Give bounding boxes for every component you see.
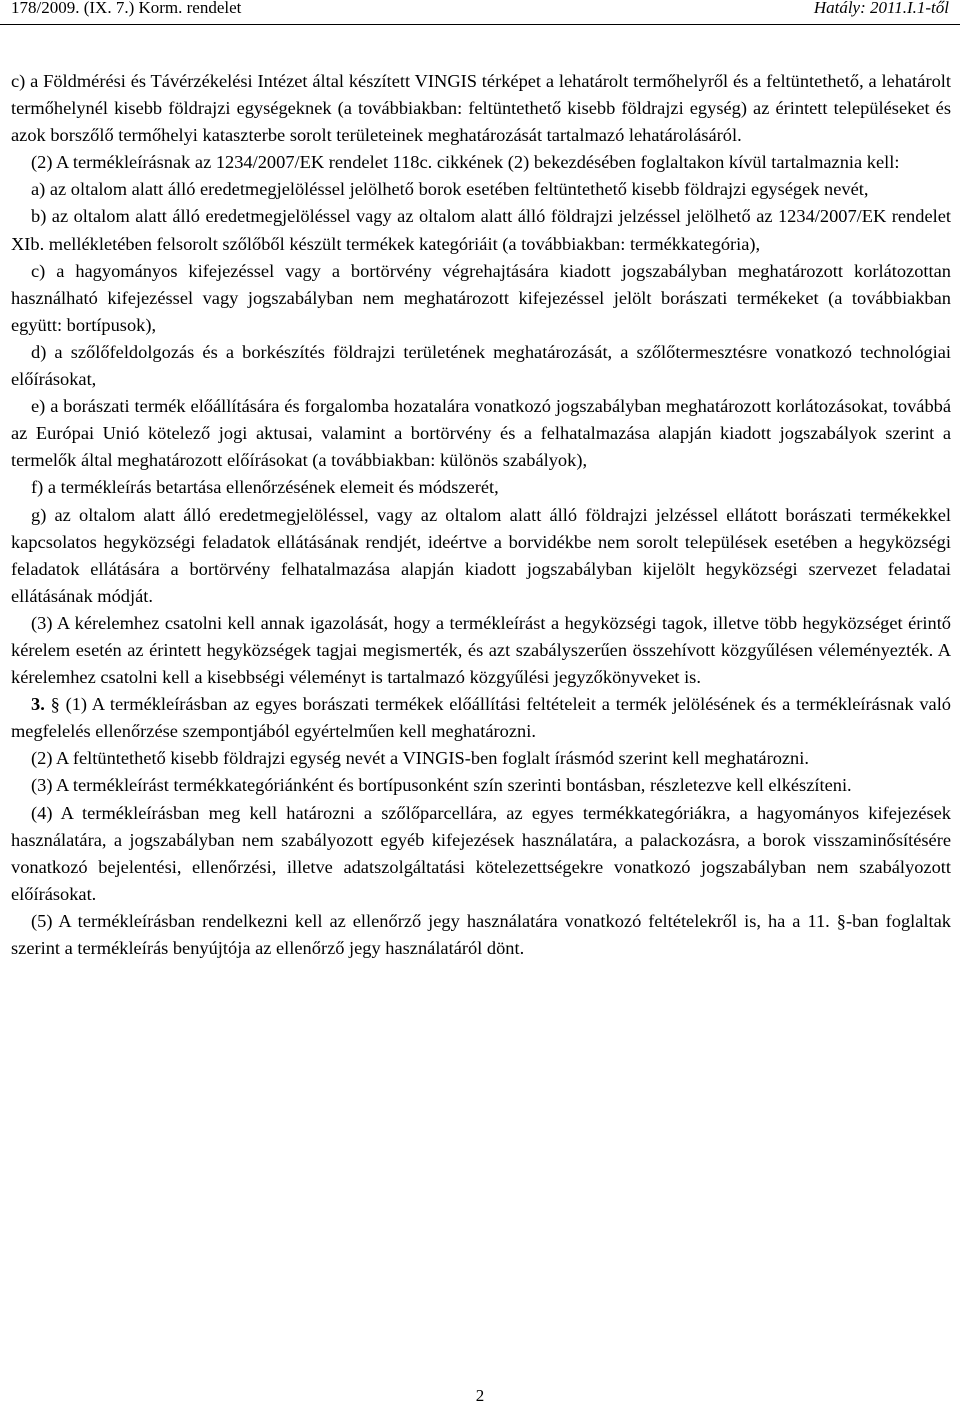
section-symbol: § — [50, 694, 60, 715]
paragraph: (3) A termékleírást termékkategóriánként és bortípusonként szín szerinti bontásban, részletezve kell elkészíteni. — [31, 775, 852, 796]
paragraph: b) az oltalom alatt álló eredetmegjelöléssel vagy az oltalom alatt álló földrajzi jelzéssel jelölhető az 1234/2007/EK rendelet XIb. mellékletében felsorolt szőlőből készült termékek kategóriáit (a továbbiakban: termékkategória), — [11, 206, 951, 254]
paragraph: f) a termékleírás betartása ellenőrzésének elemeit és módszerét, — [31, 477, 499, 498]
paragraph: e) a borászati termék előállítására és forgalomba hozatalára vonatkozó jogszabályban meghatározott korlátozásokat, továbbá az Európai Unió kötelező jogi aktusai, valamint a bortörvény és a felhatalmazása alapján kiadott jogszabályok szerint a termelők által meghatározott előírásokat (a továbbiakban: különös szabályok), — [11, 396, 951, 471]
paragraph: (2) A termékleírásnak az 1234/2007/EK rendelet 118c. cikkének (2) bekezdésében foglaltakon kívül tartalmaznia kell: — [31, 152, 900, 173]
effective-date: Hatály: 2011.I.1-től — [813, 0, 949, 17]
paragraph: (5) A termékleírásban rendelkezni kell az ellenőrző jegy használatára vonatkozó feltételekről is, ha a 11. §-ban foglaltak szerint a termékleírás benyújtója az ellenőrző jegy használatáról dönt. — [11, 910, 951, 958]
section-text: (1) A termékleírásban az egyes borászati termékek előállítási feltételeit a termék jelölésének és a termékleírásnak való megfelelés ellenőrzése szempontjából egyértelműen kell meghatározni. — [11, 694, 951, 742]
paragraph: c) a Földmérési és Távérzékelési Intézet által készített VINGIS térképet a lehatárolt termőhelyről és a feltüntethető, a lehatárolt termőhelynél kisebb földrajzi egységeknek (a továbbiakban: feltüntethető kisebb földrajzi egység) az érintett településeket és azok borszőlő termőhelyi kataszterbe sorolt területeinek meghatározását tartalmazó lehatárolásáról. — [11, 71, 951, 146]
document-reference: 178/2009. (IX. 7.) Korm. rendelet — [11, 0, 242, 17]
section-paragraph — [11, 691, 951, 745]
paragraph: (2) A feltüntethető kisebb földrajzi egység nevét a VINGIS-ben foglalt írásmód szerint kell meghatározni. — [31, 748, 809, 769]
paragraph: d) a szőlőfeldolgozás és a borkészítés földrajzi területének meghatározását, a szőlőtermesztésre vonatkozó technológiai előírásokat, — [11, 341, 951, 390]
paragraph: c) a hagyományos kifejezéssel vagy a bortörvény végrehajtására kiadott jogszabályban meghatározott korlátozottan használható kifejezéssel vagy jogszabályban nem meghatározott kifejezéssel jelölt borászati termékeket (a továbbiakban együtt: bortípusok), — [11, 260, 951, 335]
document-body — [11, 68, 951, 962]
paragraph: (3) A kérelemhez csatolni kell annak igazolását, hogy a termékleírást a hegyközségi tagok, illetve több hegyközséget érintő kérelem esetén az érintett hegyközségek tagjai megismerték, és azt szabályszerűen összehívott közgyűlésen véleményezték. A kérelemhez csatolni kell a kisebbségi véleményt is tartalmazó közgyűlési jegyzőkönyveket is. — [11, 612, 951, 688]
section-number: 3. — [31, 694, 45, 715]
page-header — [0, 0, 960, 25]
paragraph: (4) A termékleírásban meg kell határozni a szőlőparcellára, az egyes termékkategóriákra, a hagyományos kifejezések használatára, a jogszabályban nem szabályozott egyéb kifejezések használatára, a palackozásra, a borok visszaminősítésére vonatkozó bejelentési, ellenőrzési, illetve adatszolgáltatási kötelezettségekre vonatkozó jogszabályban nem szabályozott előírásokat. — [11, 802, 951, 904]
page-number: 2 — [475, 1386, 485, 1405]
paragraph: g) az oltalom alatt álló eredetmegjelöléssel, vagy az oltalom alatt álló földrajzi jelzéssel ellátott borászati termékekkel kapcsolatos hegyközségi feladatok ellátásának rendjét, ideértve a borvidékbe nem sorolt települések esetében a hegyközségi feladatok ellátására a bortörvény felhatalmazása alapján kiadott jogszabályban kijelölt hegyközségi szervezet feladatai ellátásának módját. — [11, 504, 951, 606]
paragraph: a) az oltalom alatt álló eredetmegjelöléssel jelölhető borok esetében feltüntethető kisebb földrajzi egységek nevét, — [31, 179, 869, 200]
